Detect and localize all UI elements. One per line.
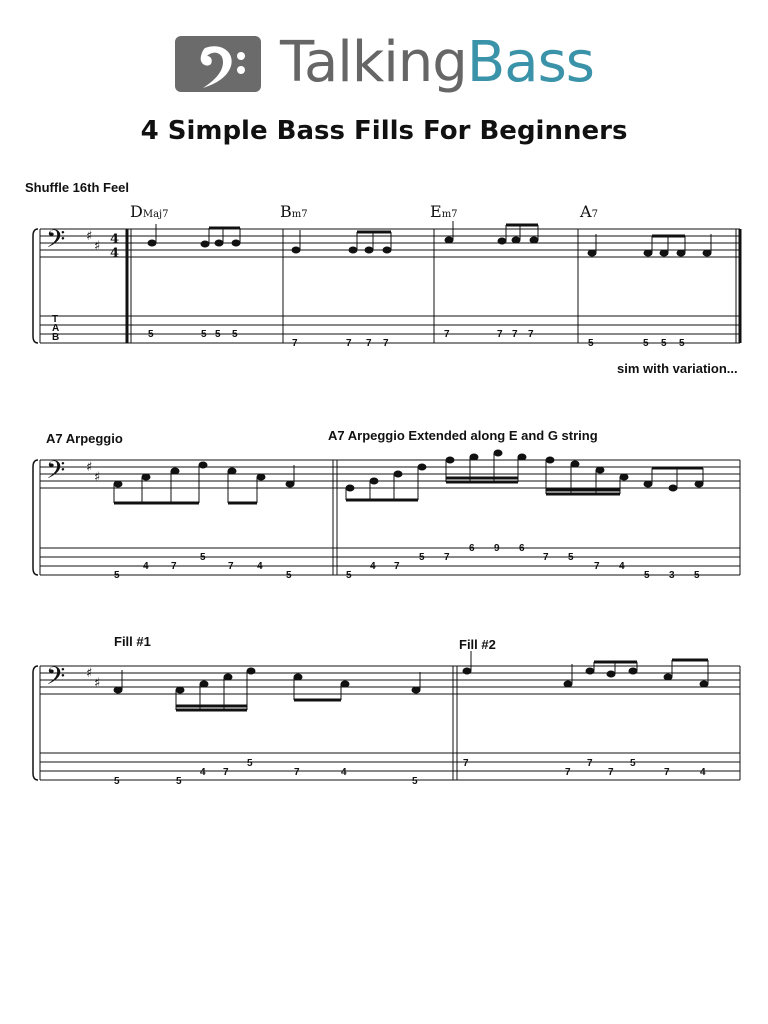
time-sig-bottom: 4 bbox=[110, 246, 120, 261]
page-title: 4 Simple Bass Fills For Beginners bbox=[140, 116, 628, 146]
tab-num: 5 bbox=[232, 329, 238, 340]
tab-num: 5 bbox=[661, 338, 667, 349]
sim-variation-note: sim with variation... bbox=[617, 361, 738, 376]
tab-num: 7 bbox=[394, 561, 400, 572]
chord-quality: m7 bbox=[291, 209, 308, 220]
key-sharp: ♯ bbox=[86, 460, 93, 475]
tab-num: 5 bbox=[215, 329, 221, 340]
section-label-shuffle: Shuffle 16th Feel bbox=[25, 180, 130, 195]
tab-num: 5 bbox=[148, 329, 154, 340]
tab-num: 7 bbox=[444, 552, 450, 563]
tab-num: 7 bbox=[346, 338, 352, 349]
tab-num: 5 bbox=[679, 338, 685, 349]
key-sharp: ♯ bbox=[94, 239, 101, 254]
tab-num: 4 bbox=[700, 767, 706, 778]
chord-root: D bbox=[130, 202, 143, 221]
tab-label-a: A bbox=[52, 323, 60, 334]
tab-num: 5 bbox=[286, 570, 292, 581]
chord-root: A bbox=[580, 202, 592, 221]
chord-quality: 7 bbox=[591, 209, 598, 220]
tab-num: 7 bbox=[171, 561, 177, 572]
bass-clef: 𝄢 bbox=[46, 456, 66, 491]
tab-num: 4 bbox=[143, 561, 149, 572]
tab-num: 7 bbox=[292, 338, 298, 349]
key-sharp: ♯ bbox=[94, 470, 101, 485]
tab-num: 5 bbox=[568, 552, 574, 563]
chord-root: B bbox=[280, 202, 292, 221]
tab-num: 5 bbox=[694, 570, 700, 581]
tab-num: 5 bbox=[247, 758, 253, 769]
tab-num: 5 bbox=[176, 776, 182, 787]
tab-num: 5 bbox=[419, 552, 425, 563]
tab-num: 3 bbox=[669, 570, 675, 581]
tab-num: 7 bbox=[463, 758, 469, 769]
tab-num: 6 bbox=[469, 543, 475, 554]
tab-num: 5 bbox=[201, 329, 207, 340]
tab-num: 7 bbox=[565, 767, 571, 778]
tab-num: 5 bbox=[588, 338, 594, 349]
tab-num: 9 bbox=[494, 543, 500, 554]
tab-label-b: B bbox=[52, 332, 60, 343]
bass-clef: 𝄢 bbox=[46, 225, 66, 260]
tab-num: 4 bbox=[200, 767, 206, 778]
tab-num: 6 bbox=[519, 543, 525, 554]
staff-system-2 bbox=[33, 460, 740, 575]
logo-text-bass: Bass bbox=[466, 30, 594, 95]
tab-label-t: T bbox=[52, 314, 59, 325]
tab-num: 5 bbox=[412, 776, 418, 787]
tab-num: 7 bbox=[228, 561, 234, 572]
tab-num: 7 bbox=[587, 758, 593, 769]
key-sharp: ♯ bbox=[86, 229, 93, 244]
tab-num: 5 bbox=[200, 552, 206, 563]
notes-system-2 bbox=[114, 450, 703, 503]
tab-num: 7 bbox=[223, 767, 229, 778]
logo-text-talking: Talking bbox=[280, 30, 467, 95]
tab-num: 4 bbox=[370, 561, 376, 572]
key-sharp: ♯ bbox=[86, 666, 93, 681]
tab-num: 5 bbox=[644, 570, 650, 581]
chord-quality: m7 bbox=[441, 209, 458, 220]
tab-num: 7 bbox=[594, 561, 600, 572]
chord-root: E bbox=[430, 202, 442, 221]
key-sharp: ♯ bbox=[94, 676, 101, 691]
tab-num: 7 bbox=[528, 329, 534, 340]
tab-num: 7 bbox=[512, 329, 518, 340]
tab-num: 4 bbox=[341, 767, 347, 778]
time-sig-top: 4 bbox=[110, 232, 120, 247]
tab-num: 7 bbox=[444, 329, 450, 340]
tab-num: 7 bbox=[543, 552, 549, 563]
tab-num: 5 bbox=[114, 776, 120, 787]
tab-num: 7 bbox=[366, 338, 372, 349]
chord-quality: Maj7 bbox=[142, 209, 169, 220]
bass-clef: 𝄢 bbox=[46, 662, 66, 697]
tab-num: 4 bbox=[257, 561, 263, 572]
notes-system-1 bbox=[148, 221, 711, 256]
section-label-fill-1: Fill #1 bbox=[114, 634, 151, 649]
tab-num: 7 bbox=[664, 767, 670, 778]
tab-numbers-system-1 bbox=[148, 329, 685, 349]
tab-num: 4 bbox=[619, 561, 625, 572]
section-label-fill-2: Fill #2 bbox=[459, 637, 496, 652]
tab-num: 7 bbox=[294, 767, 300, 778]
tab-num: 7 bbox=[608, 767, 614, 778]
section-label-a7-extended: A7 Arpeggio Extended along E and G string bbox=[328, 428, 598, 443]
staff-system-1 bbox=[33, 229, 740, 343]
tab-num: 7 bbox=[497, 329, 503, 340]
tab-num: 7 bbox=[383, 338, 389, 349]
tab-num: 5 bbox=[643, 338, 649, 349]
tab-num: 5 bbox=[114, 570, 120, 581]
section-label-a7-arpeggio: A7 Arpeggio bbox=[46, 431, 123, 446]
tab-num: 5 bbox=[630, 758, 636, 769]
tab-num: 5 bbox=[346, 570, 352, 581]
